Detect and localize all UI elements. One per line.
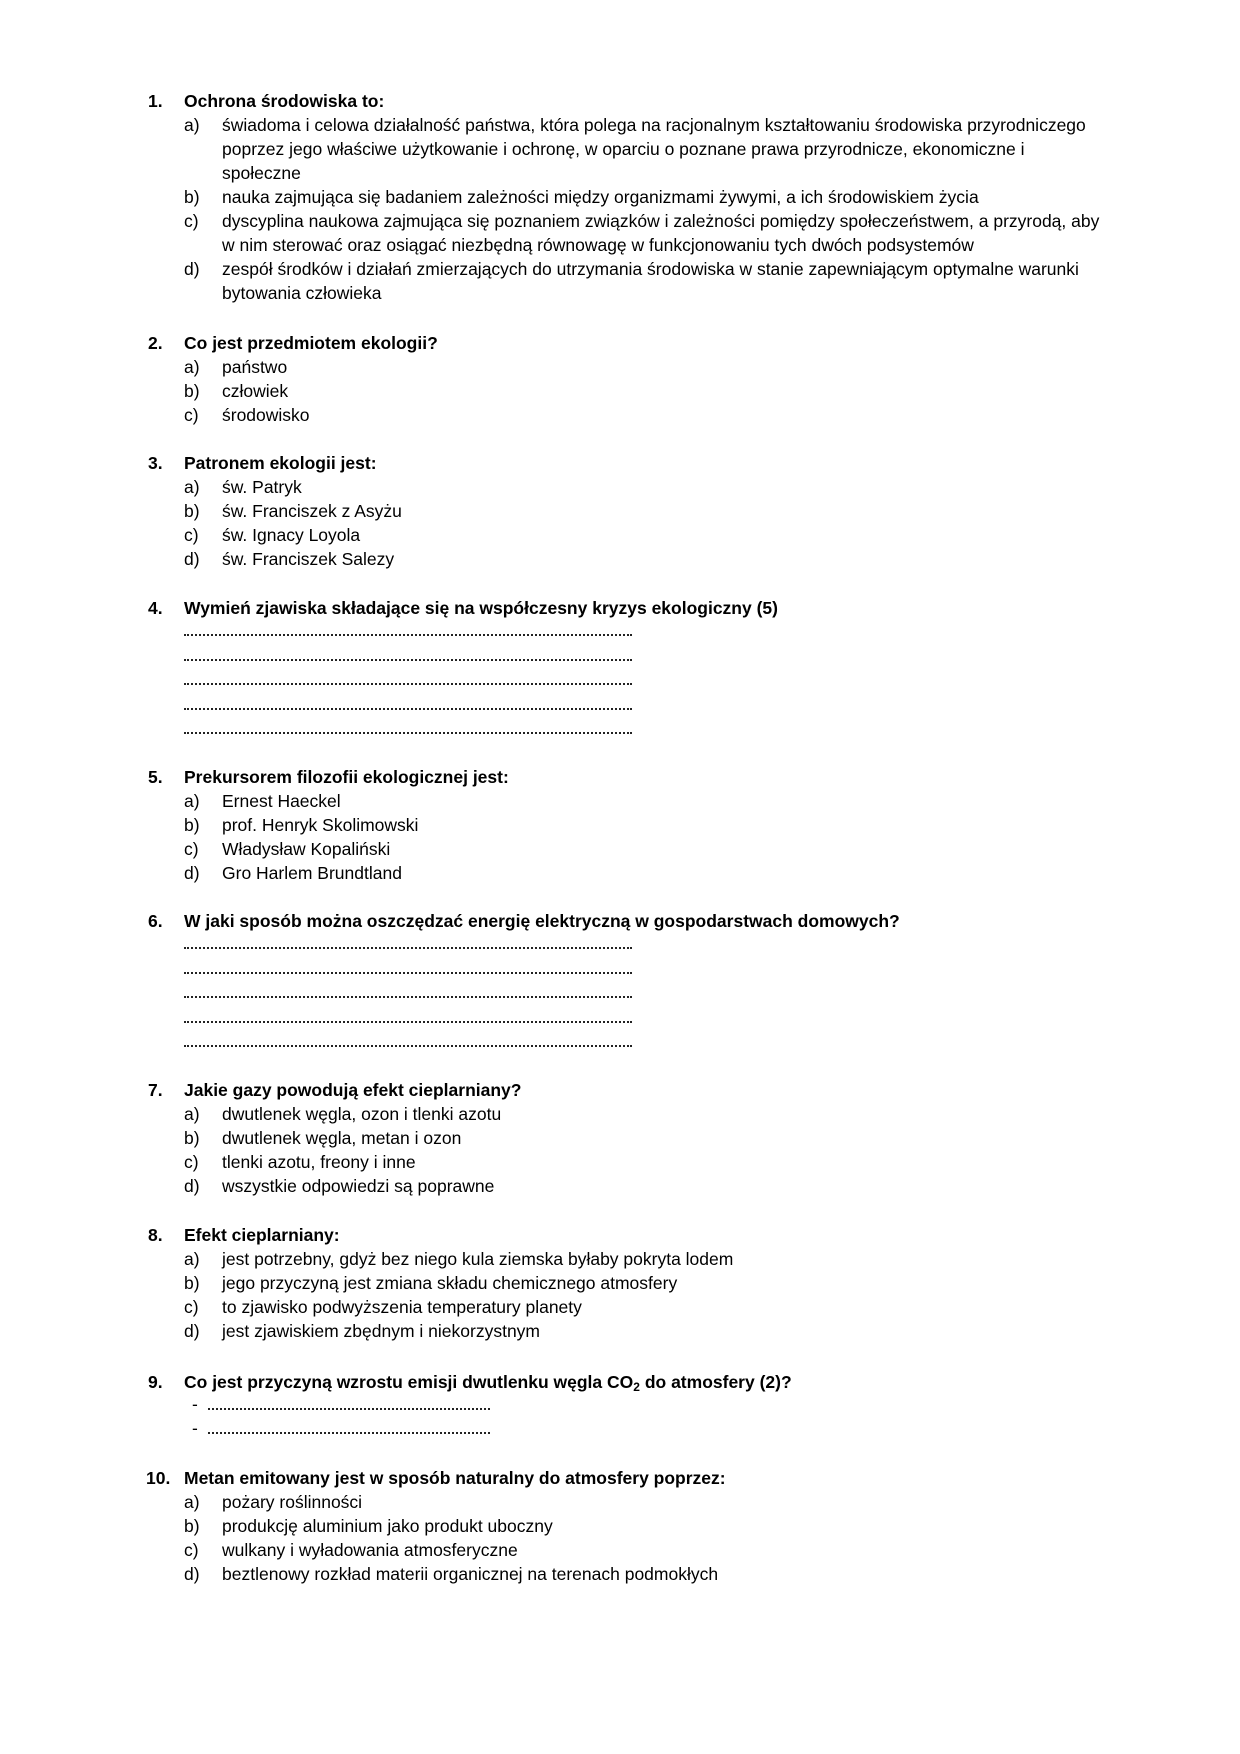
- option-text: pożary roślinności: [222, 1492, 363, 1512]
- question-7: [148, 1078, 1108, 1198]
- option-text: jest zjawiskiem zbędnym i niekorzystnym: [222, 1321, 541, 1341]
- answer-line[interactable]: [184, 1021, 632, 1023]
- option-letter: a): [184, 1104, 200, 1124]
- option-text: tlenki azotu, freony i inne: [222, 1152, 416, 1172]
- option-text: jest potrzebny, gdyż bez niego kula ziemska byłaby pokryta lodem: [222, 1249, 734, 1269]
- question-number: 4.: [148, 598, 163, 618]
- answer-option[interactable]: [148, 523, 1108, 547]
- answer-option[interactable]: [148, 257, 1108, 305]
- answer-option[interactable]: [148, 1102, 1108, 1126]
- question-number: 1.: [148, 91, 163, 111]
- subscript: 2: [633, 1380, 640, 1394]
- option-text: Władysław Kopaliński: [222, 839, 391, 859]
- answer-option[interactable]: [148, 475, 1108, 499]
- answer-line[interactable]: [184, 659, 632, 661]
- answer-lines: [148, 933, 1108, 1056]
- option-letter: a): [184, 357, 200, 377]
- question-10: [148, 1466, 1108, 1586]
- question-3: [148, 451, 1108, 571]
- answer-lines: [148, 1394, 1108, 1442]
- question-9: [148, 1370, 1108, 1442]
- question-number: 9.: [148, 1372, 163, 1392]
- dash-bullet: -: [192, 1418, 198, 1438]
- option-letter: d): [184, 1321, 200, 1341]
- option-text: jego przyczyną jest zmiana składu chemicznego atmosfery: [222, 1273, 678, 1293]
- option-letter: b): [184, 1273, 200, 1293]
- question-text: Ochrona środowiska to:: [184, 91, 385, 111]
- option-letter: a): [184, 1249, 200, 1269]
- question-number: 10.: [146, 1468, 171, 1488]
- option-text: nauka zajmująca się badaniem zależności między organizmami żywymi, a ich środowiskiem życia: [222, 187, 979, 207]
- answer-line[interactable]: [184, 683, 632, 685]
- option-text: dwutlenek węgla, ozon i tlenki azotu: [222, 1104, 502, 1124]
- question-1: [148, 89, 1108, 305]
- answer-option[interactable]: [148, 861, 1108, 885]
- option-text: świadoma i celowa działalność państwa, która polega na racjonalnym kształtowaniu środowiska przyrodniczego poprzez jego właściwe użytkowanie i ochronę, w oparciu o poznane prawa przyrodnicze, ekonomiczne i społeczne: [222, 115, 1086, 183]
- answer-line[interactable]: [184, 972, 632, 974]
- answer-line[interactable]: [184, 732, 632, 734]
- option-letter: c): [184, 1152, 199, 1172]
- question-text: Wymień zjawiska składające się na współczesny kryzys ekologiczny (5): [184, 598, 778, 618]
- option-letter: d): [184, 1564, 200, 1584]
- question-5: [148, 765, 1108, 885]
- option-text: dwutlenek węgla, metan i ozon: [222, 1128, 462, 1148]
- option-text: Gro Harlem Brundtland: [222, 863, 402, 883]
- option-text: produkcję aluminium jako produkt uboczny: [222, 1516, 553, 1536]
- option-text: św. Patryk: [222, 477, 302, 497]
- option-letter: c): [184, 525, 199, 545]
- answer-option[interactable]: [148, 789, 1108, 813]
- question-text: Prekursorem filozofii ekologicznej jest:: [184, 767, 509, 787]
- answer-options: [148, 113, 1108, 305]
- answer-option[interactable]: [148, 1490, 1108, 1514]
- option-text: wszystkie odpowiedzi są poprawne: [222, 1176, 495, 1196]
- question-number: 3.: [148, 453, 163, 473]
- answer-option[interactable]: [148, 1271, 1108, 1295]
- option-text: wulkany i wyładowania atmosferyczne: [222, 1540, 518, 1560]
- answer-line[interactable]: [184, 947, 632, 949]
- answer-option[interactable]: [148, 1295, 1108, 1319]
- option-text: beztlenowy rozkład materii organicznej na terenach podmokłych: [222, 1564, 719, 1584]
- answer-option[interactable]: [148, 499, 1108, 523]
- answer-option[interactable]: [148, 1562, 1108, 1586]
- answer-line[interactable]: [184, 1045, 632, 1047]
- option-text: człowiek: [222, 381, 289, 401]
- option-text: św. Franciszek z Asyżu: [222, 501, 402, 521]
- option-letter: b): [184, 1128, 200, 1148]
- answer-option[interactable]: [148, 1126, 1108, 1150]
- answer-line[interactable]: [208, 1408, 490, 1410]
- option-text: środowisko: [222, 405, 310, 425]
- answer-options: [148, 475, 1108, 571]
- option-letter: d): [184, 1176, 200, 1196]
- answer-options: [148, 1490, 1108, 1586]
- question-text: Efekt cieplarniany:: [184, 1225, 340, 1245]
- answer-option[interactable]: [148, 185, 1108, 209]
- option-text: prof. Henryk Skolimowski: [222, 815, 419, 835]
- question-6: [148, 909, 1108, 1056]
- option-letter: b): [184, 1516, 200, 1536]
- answer-option[interactable]: [148, 837, 1108, 861]
- option-text: to zjawisko podwyższenia temperatury planety: [222, 1297, 582, 1317]
- option-text: zespół środków i działań zmierzających do utrzymania środowiska w stanie zapewniającym optymalne warunki bytowania człowieka: [222, 259, 1079, 303]
- question-number: 6.: [148, 911, 163, 931]
- answer-option[interactable]: [148, 1174, 1108, 1198]
- question-text: Co jest przedmiotem ekologii?: [184, 333, 438, 353]
- question-text: Co jest przyczyną wzrostu emisji dwutlenku węgla $CO_2$ do atmosfery (2)?: [184, 1372, 792, 1394]
- option-letter: b): [184, 381, 200, 401]
- option-letter: a): [184, 791, 200, 811]
- question-number: 2.: [148, 333, 163, 353]
- option-text: dyscyplina naukowa zajmująca się poznaniem związków i zależności pomiędzy społeczeństwem, a przyrodą, aby w nim sterować oraz osiągać niezbędną równowagę w funkcjonowaniu tych dwóch podsystemów: [222, 211, 1100, 255]
- question-text: Jakie gazy powodują efekt cieplarniany?: [184, 1080, 522, 1100]
- question-text: Patronem ekologii jest:: [184, 453, 377, 473]
- option-letter: a): [184, 477, 200, 497]
- option-letter: c): [184, 405, 199, 425]
- question-number: 5.: [148, 767, 163, 787]
- answer-options: [148, 355, 1108, 427]
- answer-option[interactable]: [148, 113, 1108, 185]
- answer-options: [148, 1102, 1108, 1198]
- option-letter: b): [184, 815, 200, 835]
- answer-line[interactable]: [184, 634, 632, 636]
- answer-option[interactable]: [148, 547, 1108, 571]
- option-letter: a): [184, 115, 200, 135]
- answer-option[interactable]: [148, 403, 1108, 427]
- answer-line[interactable]: [184, 708, 632, 710]
- option-letter: d): [184, 549, 200, 569]
- answer-option[interactable]: [148, 1150, 1108, 1174]
- answer-option[interactable]: [148, 209, 1108, 257]
- question-text: W jaki sposób można oszczędzać energię elektryczną w gospodarstwach domowych?: [184, 911, 900, 931]
- answer-option[interactable]: [148, 1319, 1108, 1343]
- option-letter: b): [184, 501, 200, 521]
- answer-option[interactable]: [148, 1538, 1108, 1562]
- answer-option[interactable]: [148, 1247, 1108, 1271]
- option-letter: c): [184, 1297, 199, 1317]
- answer-option[interactable]: [148, 813, 1108, 837]
- option-text: św. Franciszek Salezy: [222, 549, 395, 569]
- answer-line[interactable]: [184, 996, 632, 998]
- option-letter: c): [184, 839, 199, 859]
- answer-line[interactable]: [208, 1432, 490, 1434]
- answer-option[interactable]: [148, 355, 1108, 379]
- answer-options: [148, 1247, 1108, 1343]
- option-letter: b): [184, 187, 200, 207]
- question-number: 8.: [148, 1225, 163, 1245]
- question-4: [148, 596, 1108, 743]
- question-2: [148, 331, 1108, 427]
- answer-options: [148, 789, 1108, 885]
- question-text: Metan emitowany jest w sposób naturalny do atmosfery poprzez:: [184, 1468, 726, 1488]
- dash-bullet: -: [192, 1394, 198, 1414]
- option-letter: a): [184, 1492, 200, 1512]
- option-text: Ernest Haeckel: [222, 791, 341, 811]
- option-letter: d): [184, 259, 200, 279]
- option-letter: d): [184, 863, 200, 883]
- answer-lines: [148, 620, 1108, 743]
- option-text: państwo: [222, 357, 288, 377]
- option-text: św. Ignacy Loyola: [222, 525, 361, 545]
- question-8: [148, 1223, 1108, 1343]
- answer-option[interactable]: [148, 1514, 1108, 1538]
- option-letter: c): [184, 1540, 199, 1560]
- option-letter: c): [184, 211, 199, 231]
- question-number: 7.: [148, 1080, 163, 1100]
- answer-option[interactable]: [148, 379, 1108, 403]
